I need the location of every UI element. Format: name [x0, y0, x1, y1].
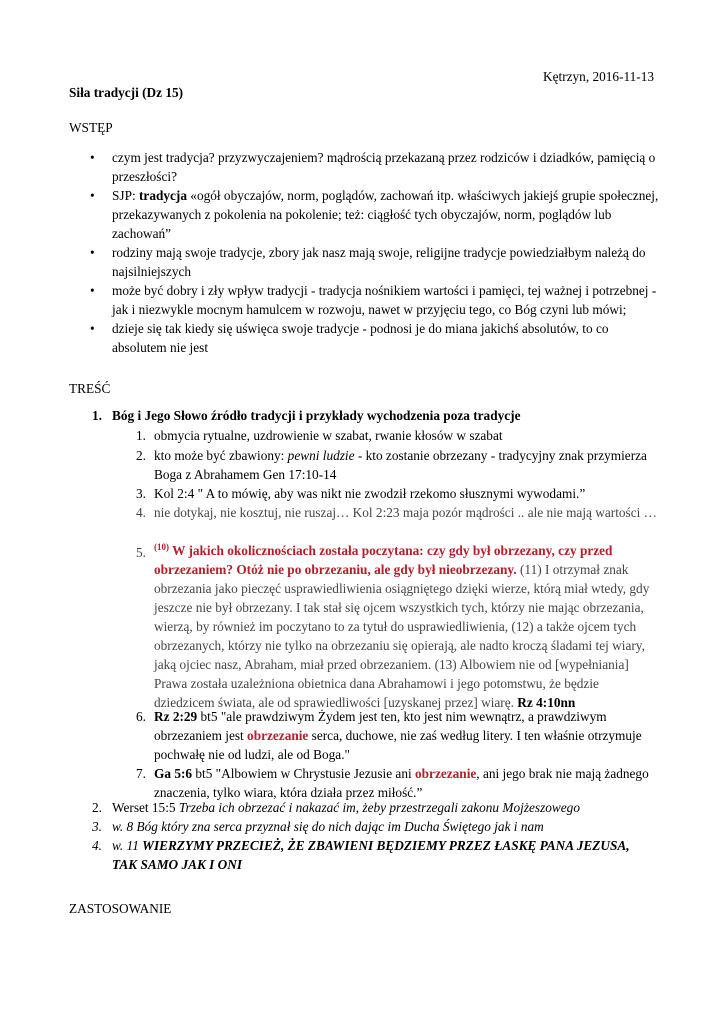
sub-2-text	[154, 446, 659, 484]
sub-5-reference: Rz 4:10nn	[513, 695, 576, 710]
point-2-lead: Werset 15:5	[112, 800, 179, 815]
sub-7-reference: Ga 5:6	[154, 766, 193, 781]
sub-6-highlight: obrzezanie	[247, 728, 309, 743]
sub-2-italic: pewni ludzie	[287, 448, 355, 463]
sub-2-rest: - kto zostanie obrzezany - tradycyjny znak przymierza Boga z Abrahamem Gen 17:10-14	[154, 448, 647, 482]
point-4-lead: w. 11	[112, 838, 143, 853]
intro-bullet-5	[90, 319, 660, 357]
sub-3-text: Kol 2:4 " A to mówię, aby was nikt nie zwodził rzekomo słusznymi wywodami.”	[154, 486, 586, 501]
sub-2-lead: kto może być zbawiony:	[154, 448, 288, 463]
section-heading-content: TREŚĆ	[69, 381, 111, 396]
intro-bullet-3	[90, 243, 660, 281]
sub-5-body: (11) I otrzymał znak obrzezania jako pieczęć usprawiedliwienia osiągniętego dzięki wierze, którą miał wtedy, gdy jeszcze nie był obrzezany. I tak stał się ojcem wszystkich tych, którzy nie mając obrzezania, wierzą, by również im poczytano to za tytuł do usprawiedliwienia, (12) a także ojcem tych obrzezanych, którzy nie tylko na obrzezaniu się opierają, ale nadto kroczą śladami tej wiary, jaką ojciec nasz, Abraham, miał przed obrzezaniem. (13) Albowiem nie od [wypełniania] Prawa została uzależniona obietnica dana Abrahamowi i jego potomstwu, że będzie dziedzicem świata, ale od sprawiedliwości [uzyskanej przez] wiarę.	[154, 562, 650, 710]
point-4-number: 4.	[92, 838, 102, 853]
sub-7-text	[154, 764, 659, 802]
point-3-text: w. 8 Bóg który zna serca przyznał się do nich dając im Ducha Świętego jak i nam	[112, 819, 544, 834]
intro-bullet-text: może być dobry i zły wpływ tradycji - tradycja nośnikiem wartości i pamięci, tej ważnej i potrzebnej - jak i niezwykle mocnym hamulcem w rozwoju, nawet w przyjęciu tego, co Bóg czyni lub mówi;	[112, 283, 657, 317]
sub-7-lead: bt5 "Albowiem w Chrystusie Jezusie ani	[192, 766, 415, 781]
bullet-icon: •	[90, 245, 95, 260]
sub-3-number: 3.	[136, 486, 146, 501]
sub-6-text	[154, 707, 659, 764]
sjp-prefix: SJP:	[112, 188, 139, 203]
bullet-icon: •	[90, 188, 95, 203]
point-2-quote: Trzeba ich obrzezać i nakazać im, żeby przestrzegali zakonu Mojżeszowego	[178, 800, 580, 815]
intro-bullet-list	[90, 148, 660, 357]
sub-7-rest: , ani jego brak nie mają żadnego znaczenia, tylko wiara, która działa przez miłość.”	[154, 766, 649, 800]
sub-4-text: nie dotykaj, nie kosztuj, nie ruszaj… Kol 2:23 maja pozór mądrości .. ale nie mają wartości …	[154, 505, 657, 520]
sub-1-number: 1.	[136, 428, 146, 443]
point-3-number: 3.	[92, 819, 102, 834]
intro-bullet-2	[90, 186, 660, 243]
bullet-icon: •	[90, 321, 95, 336]
bullet-icon: •	[90, 150, 95, 165]
place-date: Kętrzyn, 2016-11-13	[543, 69, 655, 84]
sub-6-number: 6.	[136, 709, 146, 724]
sub-7-highlight: obrzezanie	[415, 766, 477, 781]
sub-4-number: 4.	[136, 505, 146, 520]
sub-6-reference: Rz 2:29	[154, 709, 198, 724]
section-heading-application: ZASTOSOWANIE	[69, 901, 172, 916]
sjp-term: tradycja	[138, 188, 187, 203]
point-1-number: 1.	[92, 408, 102, 423]
sub-7-number: 7.	[136, 766, 146, 781]
intro-bullet-text: czym jest tradycja? przyzwyczajeniem? mądrością przekazaną przez rodziców i dziadków, pamięcią o przeszłości?	[112, 150, 656, 184]
intro-bullet-4	[90, 281, 660, 319]
section-heading-intro: WSTĘP	[69, 120, 113, 135]
sjp-definition: «ogół obyczajów, norm, poglądów, zachowań itp. właściwych jakiejś grupie społecznej, przekazywanych z pokolenia na pokolenie; też: ciągłość tych obyczajów, norm, poglądów lub zachowań”	[112, 188, 659, 241]
sub-6-rest: serca, duchowe, nie zaś według litery. I ten właśnie otrzymuje pochwałę nie od ludzi, ale od Boga."	[154, 728, 642, 762]
document-title: Siła tradycji (Dz 15)	[69, 85, 184, 100]
point-4-text	[112, 836, 652, 874]
sub-2-number: 2.	[136, 448, 146, 463]
intro-bullet-text: rodziny mają swoje tradycje, zbory jak nasz mają swoje, religijne tradycje powiedziałbym należą do najsilniejszych	[112, 245, 646, 279]
sub-6-lead: bt5 "ale prawdziwym Żydem jest ten, kto jest nim wewnątrz, a prawdziwym obrzezaniem jest	[154, 709, 607, 743]
point-4-emphasis: WIERZYMY PRZECIEŻ, ŻE ZBAWIENI BĘDZIEMY PRZEZ ŁASKĘ PANA JEZUSA, TAK SAMO JAK I ONI	[112, 838, 630, 872]
point-1-title: Bóg i Jego Słowo źródło tradycji i przykłady wychodzenia poza tradycje	[112, 408, 521, 423]
sub-5-highlight: W jakich okolicznościach została poczytana: czy gdy był obrzezany, czy przed obrzezaniem? Otóż nie po obrzezaniu, ale gdy był nieobrzezany.	[154, 543, 613, 577]
verse-number: (10)	[154, 542, 169, 552]
point-2-text	[112, 798, 580, 817]
intro-bullet-text: dzieje się tak kiedy się uświęca swoje tradycje - podnosi je do miana jakichś absolutów, to co absolutem nie jest	[112, 321, 609, 355]
sub-1-text: obmycia rytualne, uzdrowienie w szabat, rwanie kłosów w szabat	[154, 428, 503, 443]
sub-5-text	[154, 541, 659, 712]
point-2-number: 2.	[92, 800, 102, 815]
intro-bullet-1	[90, 148, 660, 186]
bullet-icon: •	[90, 283, 95, 298]
sub-5-number: 5.	[136, 545, 146, 560]
